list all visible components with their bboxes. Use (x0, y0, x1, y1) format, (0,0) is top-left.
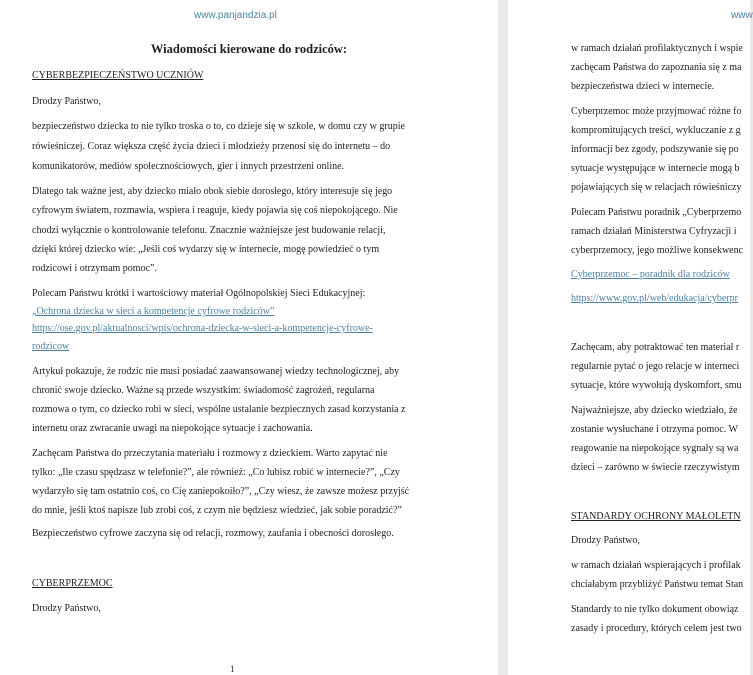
section-heading-standardy: STANDARDY OCHRONY MAŁOLETN (571, 511, 741, 522)
paragraph-line: Polecam Państwu poradnik „Cyberprzemo (571, 207, 742, 218)
paragraph-line: chciałabym przybliżyć Państwu temat Stan (571, 579, 744, 590)
paragraph-line: Dlatego tak ważne jest, aby dziecko miało obok siebie dorosłego, który interesuje się jego (32, 186, 393, 197)
paragraph-line: Najważniejsze, aby dziecko wiedziało, że (571, 405, 738, 416)
paragraph-line: sytuacje występujące w internecie mogą b (571, 163, 740, 174)
paragraph-line: bezpieczeństwa dzieci w internecie. (571, 81, 715, 92)
section-heading-cyberbezpieczenstwo: CYBERBEZPIECZEŃSTWO UCZNIÓW (32, 70, 204, 81)
paragraph-line: chronić swoje dziecko. Ważne są przede wszystkim: świadomość zagrożeń, regularna (32, 385, 375, 396)
paragraph-line: tylko: „Ile czasu spędzasz w telefonie?”, ale również: „Co lubisz robić w internecie?”, „Czy (32, 467, 400, 478)
paragraph-line: do mnie, jeśli ktoś napisze lub zrobi coś, z czym nie będziesz wiedzieć, jak sobie poradzić?” (32, 505, 402, 516)
paragraph-line: ramach działań Ministerstwa Cyfryzacji i (571, 226, 737, 237)
paragraph-line: Standardy to nie tylko dokument obowiąz (571, 604, 739, 615)
document-page-2 (508, 0, 753, 675)
section-heading-cyberprzemoc: CYBERPRZEMOC (32, 578, 113, 589)
paragraph-line: internetu oraz zwracanie uwagi na niepokojące sytuacje i zachowania. (32, 423, 313, 434)
paragraph-line: reagowanie na niepokojące sygnały są wa (571, 443, 739, 454)
article-url-link-continued[interactable]: rodzicow (32, 341, 70, 352)
paragraph-line: rówieśniczej. Coraz większa część życia dzieci i młodzieży przenosi się do internetu – do (32, 141, 391, 152)
paragraph-line: zostanie wysłuchane i otrzyma pomoc. W (571, 424, 738, 435)
article-title-link[interactable]: „Ochrona dziecka w sieci a kompetencje cyfrowe rodziców” (32, 306, 275, 317)
paragraph-line: sytuacje, które wywołują dyskomfort, smu (571, 380, 742, 391)
paragraph-line: Zachęcam Państwa do przeczytania materiału i rozmowy z dzieckiem. Warto zapytać nie (32, 448, 388, 459)
paragraph-line: Cyberprzemoc może przyjmować różne fo (571, 106, 742, 117)
paragraph-line: regularnie pytać o jego relacje w interneci (571, 361, 740, 372)
paragraph-line: Bezpieczeństwo cyfrowe zaczyna się od relacji, rozmowy, zaufania i obecności dorosłego. (32, 528, 394, 539)
paragraph-line: pojawiających się w relacjach rówieśniczy (571, 182, 742, 193)
paragraph-line: bezpieczeństwo dziecka to nie tylko troska o to, co dzieje się w szkole, w domu czy w grupie (32, 121, 405, 132)
header-url[interactable]: www.panjandzia.pl (194, 10, 277, 21)
paragraph-line: dzieci – zarówno w świecie rzeczywistym (571, 462, 740, 473)
guide-url-link[interactable]: https://www.gov.pl/web/edukacja/cyberpr (571, 293, 738, 304)
paragraph-line: wydarzyło się tam ostatnio coś, co Cię zaniepokoiło?”, „Czy wiesz, że zawsze możesz przyjść (32, 486, 410, 497)
paragraph-line: rozmowa o tym, co dziecko robi w sieci, wspólne ustalanie bezpiecznych zasad korzystania z (32, 404, 406, 415)
paragraph-line: Polecam Państwu krótki i wartościowy materiał Ogólnopolskiej Sieci Edukacyjnej: (32, 288, 366, 299)
paragraph-line: kompromitujących treści, wykluczanie z g (571, 125, 741, 136)
paragraph-line: cyberprzemocy, jego możliwe konsekwenc (571, 245, 744, 256)
paragraph-line: w ramach działań wspierających i profilak (571, 560, 741, 571)
paragraph-line: cyfrowym światem, rozmawia, wspiera i reaguje, kiedy pojawia się coś niepokojącego. Nie (32, 205, 398, 216)
greeting: Drodzy Państwo, (32, 603, 101, 614)
article-url-link[interactable]: https://ose.gov.pl/aktualnosci/wpis/ochrona-dziecka-w-sieci-a-kompetencje-cyfrowe- (32, 323, 373, 334)
paragraph-line: zachęcam Państwa do zapoznania się z ma (571, 62, 742, 73)
paragraph-line: w ramach działań profilaktycznych i wspie (571, 43, 743, 54)
paragraph-line: Zachęcam, aby potraktować ten materiał r (571, 342, 740, 353)
paragraph-line: Artykuł pokazuje, że rodzic nie musi posiadać zaawansowanej wiedzy technologicznej, aby (32, 366, 400, 377)
header-url[interactable]: www (731, 10, 753, 21)
greeting: Drodzy Państwo, (571, 535, 640, 546)
page-number: 1 (230, 664, 235, 674)
page-title: Wiadomości kierowane do rodziców: (150, 42, 348, 56)
paragraph-line: dzięki której dziecko wie: „Jeśli coś wydarzy się w internecie, mogę powiedzieć o tym (32, 244, 380, 255)
paragraph-line: rodzicowi i otrzymam pomoc”. (32, 263, 157, 274)
paragraph-line: informacji bez zgody, podszywanie się po (571, 144, 739, 155)
paragraph-line: zasady i procedury, których celem jest two (571, 623, 742, 634)
greeting: Drodzy Państwo, (32, 96, 101, 107)
paragraph-line: komunikatorów, mediów społecznościowych, gier i innych przestrzeni online. (32, 161, 345, 172)
guide-title-link[interactable]: Cyberprzemoc – poradnik dla rodziców (571, 269, 730, 280)
paragraph-line: chodzi wyłącznie o kontrolowanie telefonu. Znacznie ważniejsze jest budowanie relacji, (32, 225, 386, 236)
